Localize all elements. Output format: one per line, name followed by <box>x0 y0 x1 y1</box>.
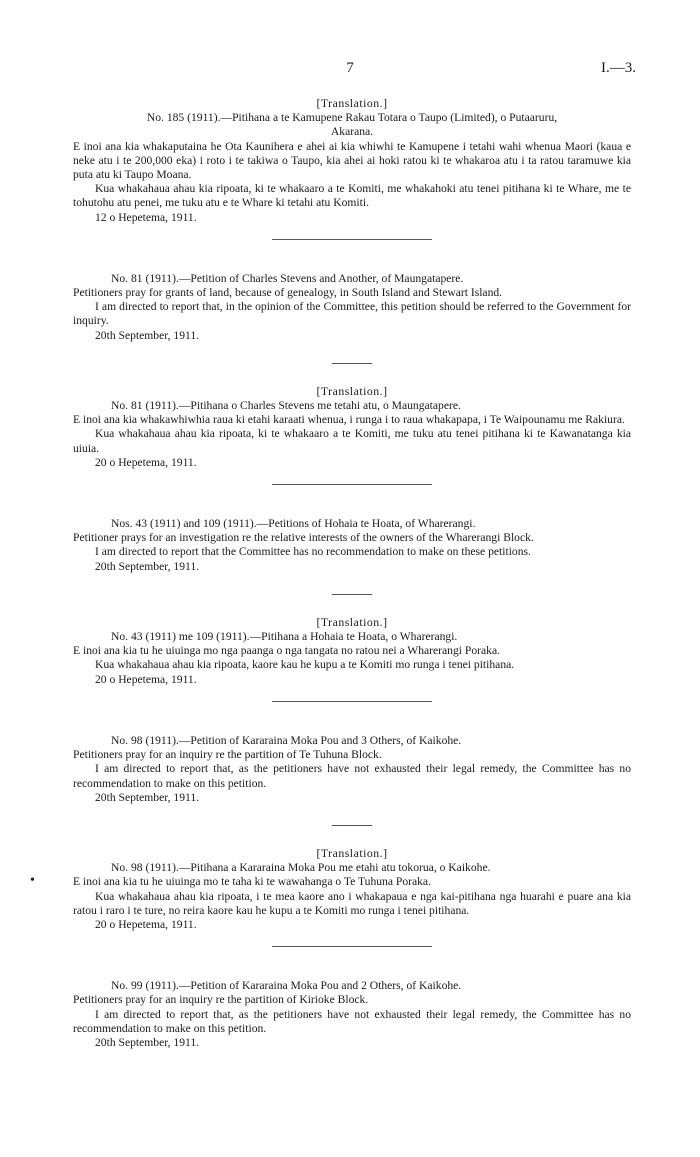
section-heading: No. 185 (1911).—Pitihana a te Kamupene Rakau Totara o Taupo (Limited), o Putaaruru, <box>146 111 558 125</box>
section-99 <box>73 979 631 1050</box>
section-heading: No. 81 (1911).—Petition of Charles Stevens and Another, of Maungatapere. <box>111 271 464 285</box>
petition-prayer: E inoi ana kia whakawhiwhia raua ki etahi karaati whenua, i runga i to raua whakapapa, i Te Waipounamu me Rakiura. <box>73 413 625 427</box>
section-98 <box>73 734 631 805</box>
petition-prayer: Petitioners pray for an inquiry re the partition of Kirioke Block. <box>73 993 369 1007</box>
petition-prayer: E inoi ana kia tu he uiuinga mo nga paanga o nga tangata no ratou nei a Wharerangi Poraka. <box>73 644 500 658</box>
page-number: 7 <box>346 60 354 76</box>
petition-prayer: E inoi ana kia tu he uiuinga mo te taha ki te wawahanga o Te Tuhuna Poraka. <box>73 875 431 889</box>
committee-report: Kua whakahaua ahau kia ripoata, i te mea kaore ano i whakapaua e nga kai-pitihana nga huarahi e puare ana kia ratou i raro i te ture, no reira kaore kau he kupu a te Komiti mo runga i tenei pitihana. <box>73 889 631 917</box>
section-heading: No. 43 (1911) me 109 (1911).—Pitihana a Hohaia te Hoata, o Wharerangi. <box>111 630 458 644</box>
report-date: 20th September, 1911. <box>95 328 200 342</box>
section-81-translation <box>73 384 631 470</box>
translation-label: [Translation.] <box>316 96 388 110</box>
section-98-translation <box>73 846 631 932</box>
section-heading: No. 81 (1911).—Pitihana o Charles Stevens me tetahi atu, o Maungatapere. <box>111 399 461 413</box>
committee-report: Kua whakahaua ahau kia ripoata, ki te whakaaro a te Komiti, me tuku atu tenei pitihana ki te Kawanatanga kia uiuia. <box>73 427 631 455</box>
report-date: 12 o Hepetema, 1911. <box>95 210 197 224</box>
petition-prayer: E inoi ana kia whakaputaina he Ota Kaunihera e ahei ai kia whiwhi te Kamupene i tetahi wahi whenua Maori (kaua e neke atu i te 200,000 eka) i roto i te takiwa o Taupo, kia ahei ai hoki ratou ki te whakaroa atu i ta ratou taramuwe kia puta atu ki Taupo Moana. <box>73 139 631 182</box>
section-heading-cont: Akarana. <box>330 125 374 139</box>
committee-report: I am directed to report that, in the opinion of the Committee, this petition should be referred to the Government for inquiry. <box>73 300 631 328</box>
committee-report: Kua whakahaua ahau kia ripoata, ki te whakaaro a te Komiti, me whakahoki atu tenei pitihana ki te Whare, me te tohutohu atu penei, me tuku atu e te Whare ki tetahi atu Komiti. <box>73 182 631 210</box>
section-43-109-translation <box>73 615 631 687</box>
report-date: 20th September, 1911. <box>95 1035 200 1049</box>
committee-report: I am directed to report that, as the petitioners have not exhausted their legal remedy, the Committee has no recommendation to make on this petition. <box>73 762 631 790</box>
margin-mark: • <box>30 873 35 888</box>
report-date: 20th September, 1911. <box>95 559 200 573</box>
section-heading: No. 99 (1911).—Petition of Kararaina Moka Pou and 2 Others, of Kaikohe. <box>111 979 462 993</box>
section-43-109 <box>73 517 631 574</box>
translation-label: [Translation.] <box>316 383 388 398</box>
section-185-translation <box>73 96 631 225</box>
page-reference: I.—3. <box>601 60 636 76</box>
petition-prayer: Petitioner prays for an investigation re the relative interests of the owners of the Wharerangi Block. <box>73 531 534 545</box>
document-body <box>73 96 631 1050</box>
report-date: 20 o Hepetema, 1911. <box>95 455 197 469</box>
translation-label: [Translation.] <box>316 845 388 860</box>
report-date: 20 o Hepetema, 1911. <box>95 672 197 686</box>
section-heading: No. 98 (1911).—Pitihana a Kararaina Moka Pou me etahi atu tokorua, o Kaikohe. <box>111 861 491 875</box>
petition-prayer: Petitioners pray for grants of land, because of genealogy, in South Island and Stewart Island. <box>73 286 503 300</box>
translation-label: [Translation.] <box>316 614 388 629</box>
section-heading: Nos. 43 (1911) and 109 (1911).—Petitions of Hohaia te Hoata, of Wharerangi. <box>111 517 476 531</box>
report-date: 20 o Hepetema, 1911. <box>95 917 197 931</box>
committee-report: Kua whakahaua ahau kia ripoata, kaore kau he kupu a te Komiti mo runga i tenei pitihana. <box>95 658 515 672</box>
section-81 <box>73 272 631 343</box>
petition-prayer: Petitioners pray for an inquiry re the partition of Te Tuhuna Block. <box>73 748 382 762</box>
committee-report: I am directed to report that the Committee has no recommendation to make on these petitions. <box>95 545 531 559</box>
section-heading: No. 98 (1911).—Petition of Kararaina Moka Pou and 3 Others, of Kaikohe. <box>111 733 462 747</box>
committee-report: I am directed to report that, as the petitioners have not exhausted their legal remedy, the Committee has no recommendation to make on this petition. <box>73 1007 631 1035</box>
report-date: 20th September, 1911. <box>95 790 200 804</box>
